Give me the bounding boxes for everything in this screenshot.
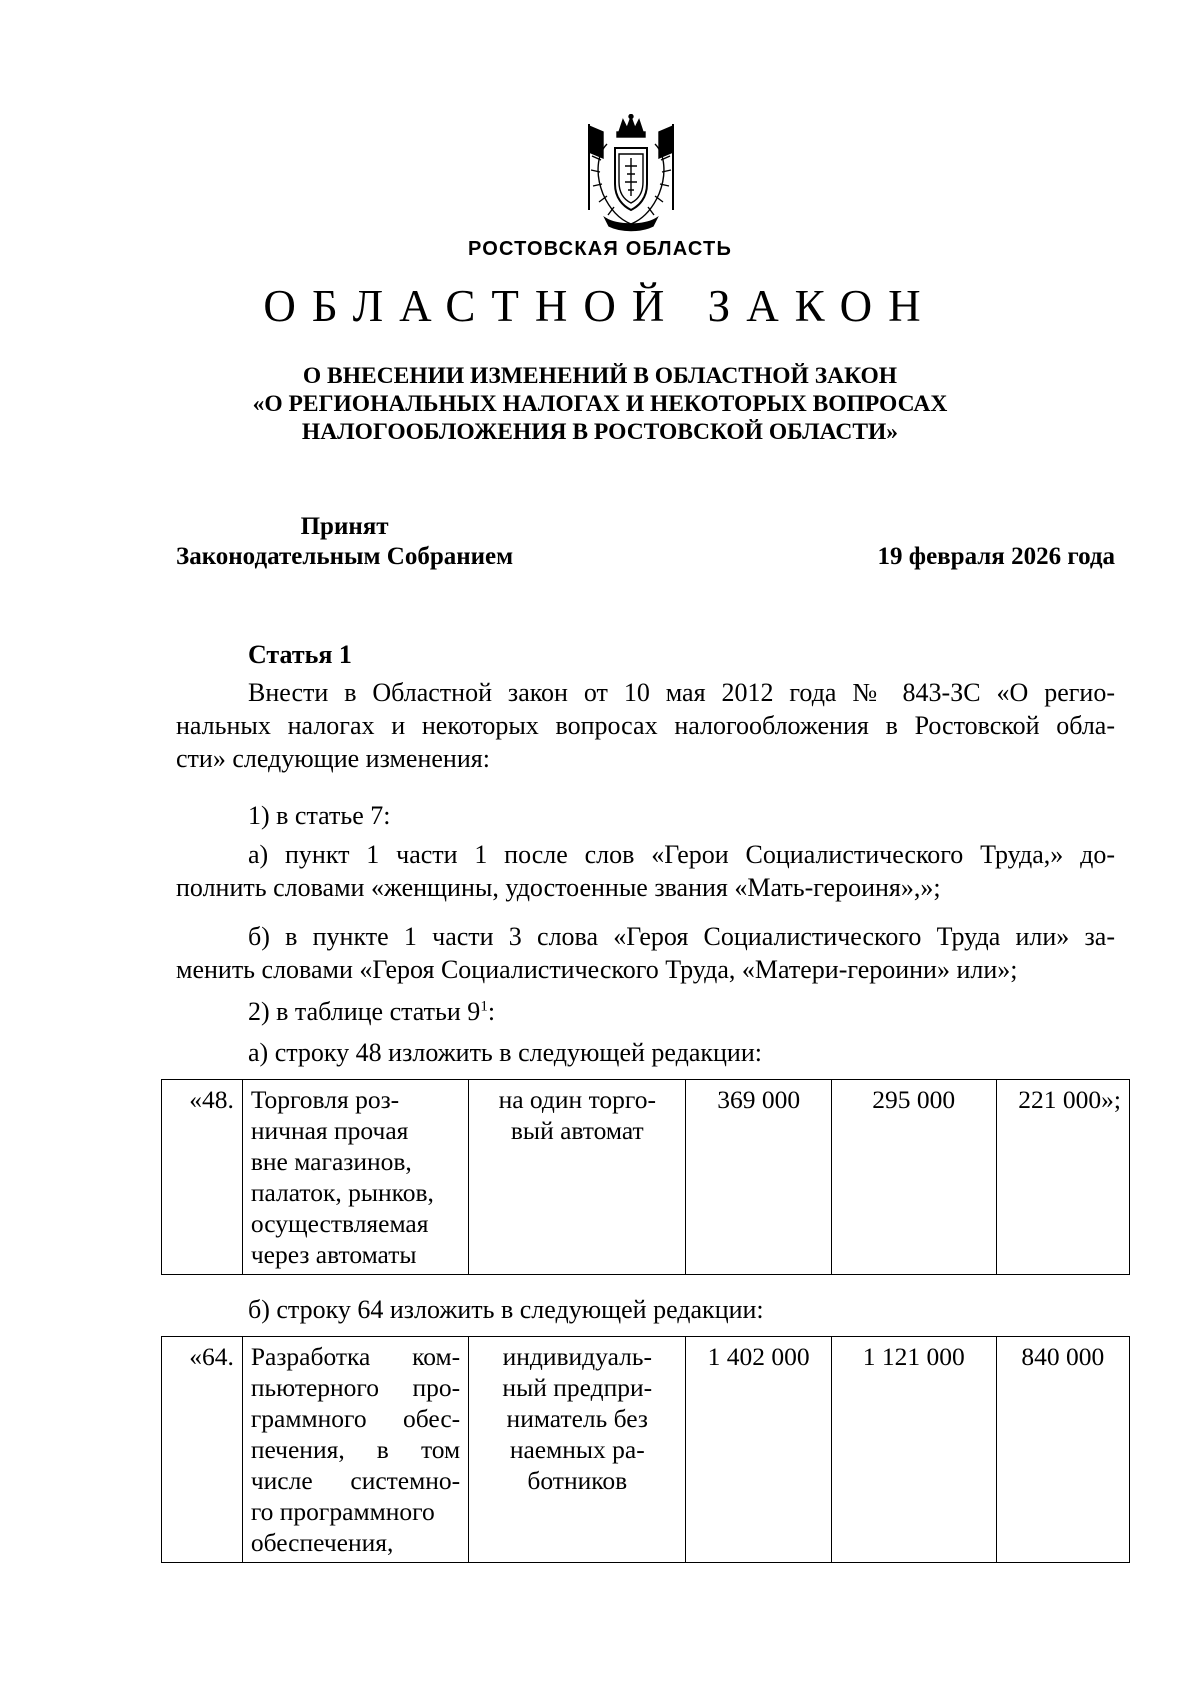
row-number: «48.	[162, 1080, 243, 1275]
item-2a	[176, 1036, 1115, 1069]
law-title-line: НАЛОГООБЛОЖЕНИЯ В РОСТОВСКОЙ ОБЛАСТИ»	[301, 419, 899, 445]
cell-line: через автоматы	[250, 1240, 417, 1269]
item-2	[176, 995, 1115, 1028]
cell-line: граммного обес-	[250, 1404, 461, 1433]
paragraph-line: нальных налогах и некоторых вопросах налогообложения в Ростовской обла-	[176, 711, 1115, 740]
item-2-colon: :	[487, 997, 496, 1026]
value-cell-1: 369 000	[686, 1080, 832, 1275]
article-heading: Статья 1	[248, 640, 352, 669]
paragraph-line: б) в пункте 1 части 3 слова «Героя Социалистического Труда или» за-	[248, 922, 1115, 951]
cell-line: ниматель без	[506, 1404, 648, 1433]
paragraph-line: б) строку 64 изложить в следующей редакции:	[248, 1295, 764, 1324]
value-cell-1: 1 402 000	[686, 1337, 832, 1563]
cell-line: ботников	[527, 1466, 628, 1495]
activity-cell	[242, 1337, 468, 1563]
item-2-text: 2) в таблице статьи 9	[248, 997, 481, 1026]
unit-cell	[469, 1337, 686, 1563]
cell-line: вне магазинов,	[250, 1147, 412, 1176]
document-type: ОБЛАСТНОЙ ЗАКОН	[263, 281, 937, 331]
paragraph-line: а) строку 48 изложить в следующей редакции:	[248, 1038, 762, 1067]
cell-line: ничная прочая	[250, 1116, 409, 1145]
item-1	[176, 799, 1115, 832]
adopted-label: Принят	[300, 513, 389, 540]
cell-line: Торговля роз-	[250, 1085, 400, 1114]
item-1b	[176, 920, 1115, 986]
paragraph-line: 1) в статье 7:	[248, 801, 391, 830]
cell-line: ный предпри-	[502, 1373, 653, 1402]
cell-line: наемных ра-	[509, 1435, 645, 1464]
table-row-64	[161, 1336, 1130, 1563]
law-title-line: О ВНЕСЕНИИ ИЗМЕНЕНИЙ В ОБЛАСТНОЙ ЗАКОН	[302, 363, 898, 389]
value-cell-3: 840 000	[996, 1337, 1129, 1563]
paragraph-line: полнить словами «женщины, удостоенные звания «Мать-героиня»,»;	[176, 873, 941, 902]
paragraph-line: сти» следующие изменения:	[176, 744, 490, 773]
value-cell-3: 221 000»;	[996, 1080, 1129, 1275]
law-title	[200, 362, 1000, 446]
paragraph-line: менить словами «Героя Социалистического Труда, «Матери-героини» или»;	[176, 955, 1018, 984]
value-cell-2: 295 000	[831, 1080, 996, 1275]
table-row	[162, 1337, 1130, 1563]
coat-of-arms-emblem	[583, 114, 679, 232]
region-name: РОСТОВСКАЯ ОБЛАСТЬ	[467, 238, 733, 260]
adoption-date: 19 февраля 2026 года	[877, 543, 1115, 570]
cell-line: Разработка ком-	[250, 1342, 461, 1371]
adopted-body: Законодательным Собранием	[176, 543, 514, 570]
cell-line: пьютерного про-	[250, 1373, 461, 1402]
cell-line: обеспечения,	[250, 1528, 394, 1557]
article-intro	[176, 676, 1115, 775]
cell-line: печения, в том	[250, 1435, 461, 1464]
law-title-line: «О РЕГИОНАЛЬНЫХ НАЛОГАХ И НЕКОТОРЫХ ВОПРОСАХ	[252, 391, 948, 417]
value-cell-2: 1 121 000	[831, 1337, 996, 1563]
table-row-48	[161, 1079, 1130, 1275]
table-row	[162, 1080, 1130, 1275]
cell-line: индивидуаль-	[502, 1342, 652, 1371]
superscript: 1	[480, 998, 488, 1015]
activity-cell	[242, 1080, 468, 1275]
cell-line: на один торго-	[498, 1085, 656, 1114]
cell-line: палаток, рынков,	[250, 1178, 434, 1207]
paragraph-line: а) пункт 1 части 1 после слов «Герои Социалистического Труда,» до-	[248, 840, 1115, 869]
paragraph-line	[176, 995, 1115, 1028]
adoption-block	[176, 512, 513, 572]
cell-line: осуществляемая	[250, 1209, 429, 1238]
unit-cell	[469, 1080, 686, 1275]
cell-line: числе системно-	[250, 1466, 461, 1495]
row-number: «64.	[162, 1337, 243, 1563]
paragraph-line: Внести в Областной закон от 10 мая 2012 года № 843-ЗС «О регио-	[248, 678, 1115, 707]
item-2b	[176, 1293, 1115, 1326]
cell-line: го программного	[250, 1497, 435, 1526]
cell-line: вый автомат	[510, 1116, 644, 1145]
item-1a	[176, 838, 1115, 904]
